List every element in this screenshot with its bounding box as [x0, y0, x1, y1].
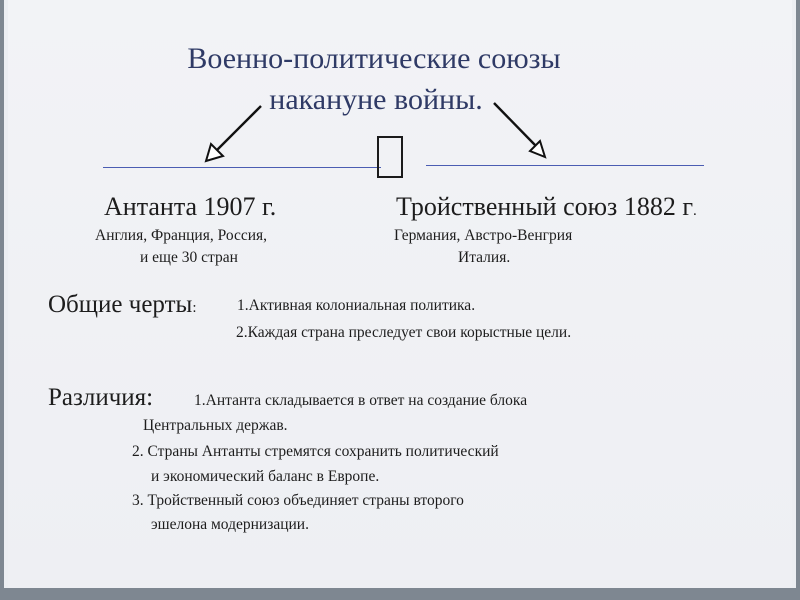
triple-members-2: Италия. [458, 249, 511, 266]
difference-3-line-1: 3. Тройственный союз объединяет страны второго [132, 492, 464, 509]
right-divider-line [426, 165, 704, 166]
slide [8, 0, 792, 588]
triple-alliance-heading-text: Тройственный союз 1882 г [396, 192, 693, 221]
common-feature-1: 1.Активная колониальная политика. [237, 297, 476, 314]
difference-2-line-2: и экономический баланс в Европе. [151, 468, 380, 485]
entente-heading: Антанта 1907 г. [104, 192, 277, 221]
difference-3-line-2: эшелона модернизации. [151, 516, 309, 533]
triple-members-1: Германия, Австро-Венгрия [394, 227, 573, 244]
difference-1-line-1: 1.Антанта складывается в ответ на создание блока [194, 392, 528, 409]
entente-members-1: Англия, Франция, Россия, [95, 227, 268, 244]
common-feature-2: 2.Каждая страна преследует свои корыстные цели. [236, 324, 572, 341]
left-divider-line [103, 167, 381, 168]
common-features-row [48, 290, 196, 320]
differences-label: Различия: [48, 384, 154, 411]
triple-alliance-heading [396, 192, 697, 226]
left-arrow-icon [193, 102, 268, 164]
missing-glyph-box [377, 136, 403, 178]
right-arrow-icon [490, 99, 560, 161]
difference-2-line-1: 2. Страны Антанты стремятся сохранить политический [132, 443, 499, 460]
title-line-1: Военно-политические союзы [187, 42, 561, 75]
common-features-colon: : [192, 300, 197, 316]
title-line-2: накануне войны. [269, 83, 483, 116]
common-features-label: Общие черты [48, 291, 193, 318]
entente-members-2: и еще 30 стран [140, 249, 238, 266]
triple-alliance-heading-period: . [692, 203, 697, 219]
difference-1-line-2: Центральных держав. [143, 417, 288, 434]
slide-title [8, 38, 792, 120]
